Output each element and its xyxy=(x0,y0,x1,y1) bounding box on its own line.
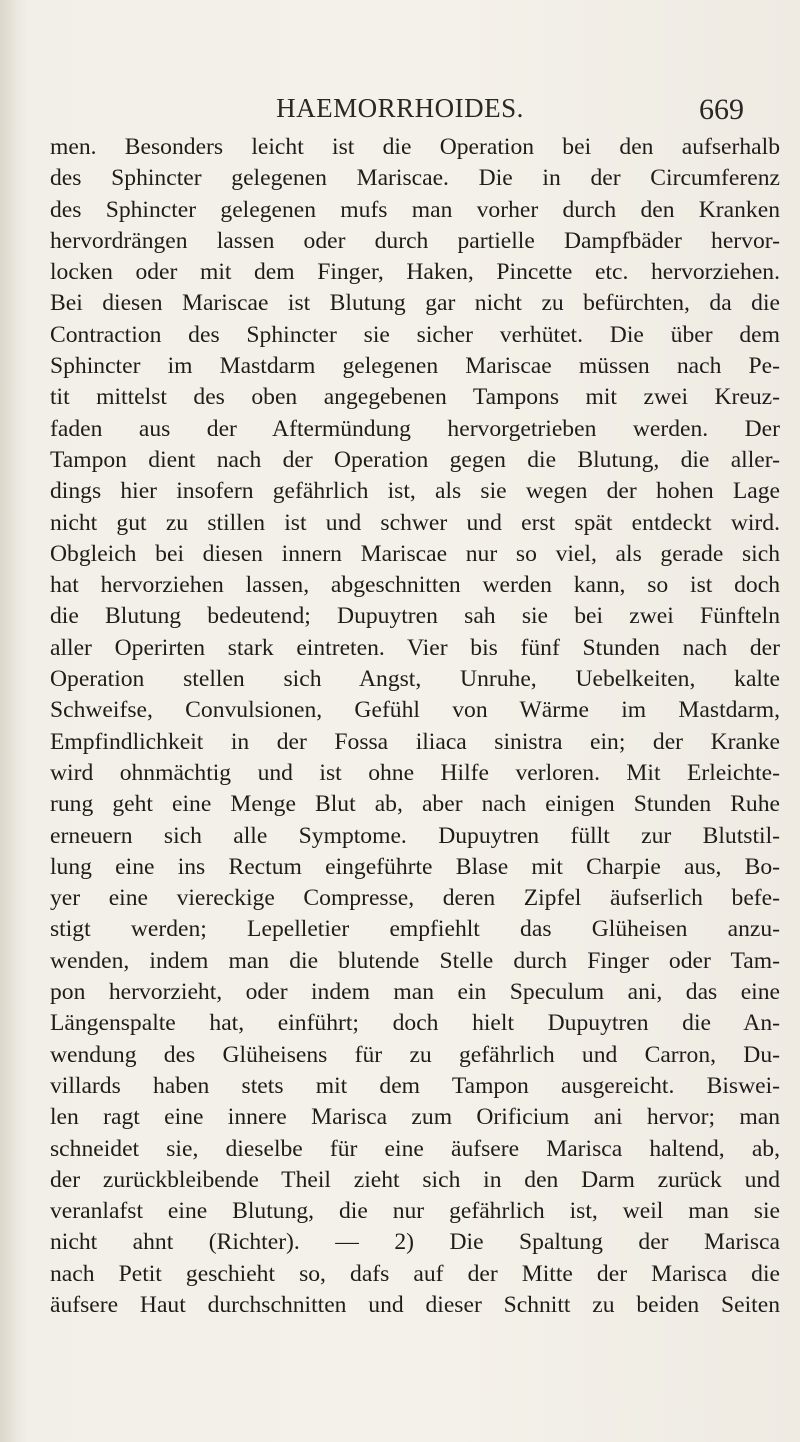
text-line: Schweifse, Convulsionen, Gefühl von Wärme im Mastdarm, xyxy=(50,697,780,724)
text-line: Obgleich bei diesen innern Mariscae nur so viel, als gerade sich xyxy=(50,540,780,567)
text-line: nach Petit geschieht so, dafs auf der Mitte der Marisca die xyxy=(50,1260,780,1287)
text-line: wenden, indem man die blutende Stelle durch Finger oder Tam- xyxy=(50,947,780,974)
text-line: Operation stellen sich Angst, Unruhe, Uebelkeiten, kalte xyxy=(50,666,780,693)
text-line: yer eine viereckige Compresse, deren Zipfel äufserlich befe- xyxy=(50,885,780,912)
text-line: nicht gut zu stillen ist und schwer und erst spät entdeckt wird. xyxy=(50,509,780,536)
text-line: des Sphincter gelegenen Mariscae. Die in der Circumferenz xyxy=(50,165,780,192)
text-line: nicht ahnt (Richter). — 2) Die Spaltung der Marisca xyxy=(50,1229,780,1256)
text-line: villards haben stets mit dem Tampon ausgereicht. Biswei- xyxy=(50,1072,780,1099)
text-line: hat hervorziehen lassen, abgeschnitten werden kann, so ist doch xyxy=(50,572,780,599)
body-text xyxy=(50,132,780,1321)
page-gutter-shadow xyxy=(0,0,28,1442)
text-line: erneuern sich alle Symptome. Dupuytren füllt zur Blutstil- xyxy=(50,822,780,849)
text-line: hervordrängen lassen oder durch partielle Dampfbäder hervor- xyxy=(50,227,780,254)
text-line: len ragt eine innere Marisca zum Orificium ani hervor; man xyxy=(50,1104,780,1131)
text-line: Sphincter im Mastdarm gelegenen Mariscae müssen nach Pe- xyxy=(50,353,780,380)
text-line: Tampon dient nach der Operation gegen die Blutung, die aller- xyxy=(50,446,780,473)
text-line: schneidet sie, dieselbe für eine äufsere Marisca haltend, ab, xyxy=(50,1135,780,1162)
text-line: Bei diesen Mariscae ist Blutung gar nicht zu befürchten, da die xyxy=(50,290,780,317)
text-line: äufsere Haut durchschnitten und dieser Schnitt zu beiden Seiten xyxy=(50,1291,780,1318)
text-line: aller Operirten stark eintreten. Vier bis fünf Stunden nach der xyxy=(50,634,780,661)
page-header xyxy=(0,93,800,133)
text-line: stigt werden; Lepelletier empfiehlt das Glüheisen anzu- xyxy=(50,916,780,943)
text-line: faden aus der Aftermündung hervorgetrieben werden. Der xyxy=(50,415,780,442)
text-line: des Sphincter gelegenen mufs man vorher durch den Kranken xyxy=(50,196,780,223)
page-number: 669 xyxy=(699,93,744,126)
text-line: pon hervorzieht, oder indem man ein Speculum ani, das eine xyxy=(50,979,780,1006)
text-line: veranlafst eine Blutung, die nur gefährlich ist, weil man sie xyxy=(50,1198,780,1225)
text-line: lung eine ins Rectum eingeführte Blase mit Charpie aus, Bo- xyxy=(50,853,780,880)
text-line: die Blutung bedeutend; Dupuytren sah sie bei zwei Fünfteln xyxy=(50,603,780,630)
text-line: wendung des Glüheisens für zu gefährlich und Carron, Du- xyxy=(50,1041,780,1068)
text-line: locken oder mit dem Finger, Haken, Pincette etc. hervorziehen. xyxy=(50,259,780,286)
running-head: HAEMORRHOIDES. xyxy=(276,93,524,123)
text-line: Empfindlichkeit in der Fossa iliaca sinistra ein; der Kranke xyxy=(50,728,780,755)
text-line: der zurückbleibende Theil zieht sich in den Darm zurück und xyxy=(50,1166,780,1193)
text-line: Contraction des Sphincter sie sicher verhütet. Die über dem xyxy=(50,321,780,348)
text-line: rung geht eine Menge Blut ab, aber nach einigen Stunden Ruhe xyxy=(50,791,780,818)
text-line: dings hier insofern gefährlich ist, als sie wegen der hohen Lage xyxy=(50,478,780,505)
text-line: wird ohnmächtig und ist ohne Hilfe verloren. Mit Erleichte- xyxy=(50,759,780,786)
text-line: Längenspalte hat, einführt; doch hielt Dupuytren die An- xyxy=(50,1010,780,1037)
text-line: men. Besonders leicht ist die Operation bei den aufserhalb xyxy=(50,134,780,160)
text-line: tit mittelst des oben angegebenen Tampons mit zwei Kreuz- xyxy=(50,384,780,411)
